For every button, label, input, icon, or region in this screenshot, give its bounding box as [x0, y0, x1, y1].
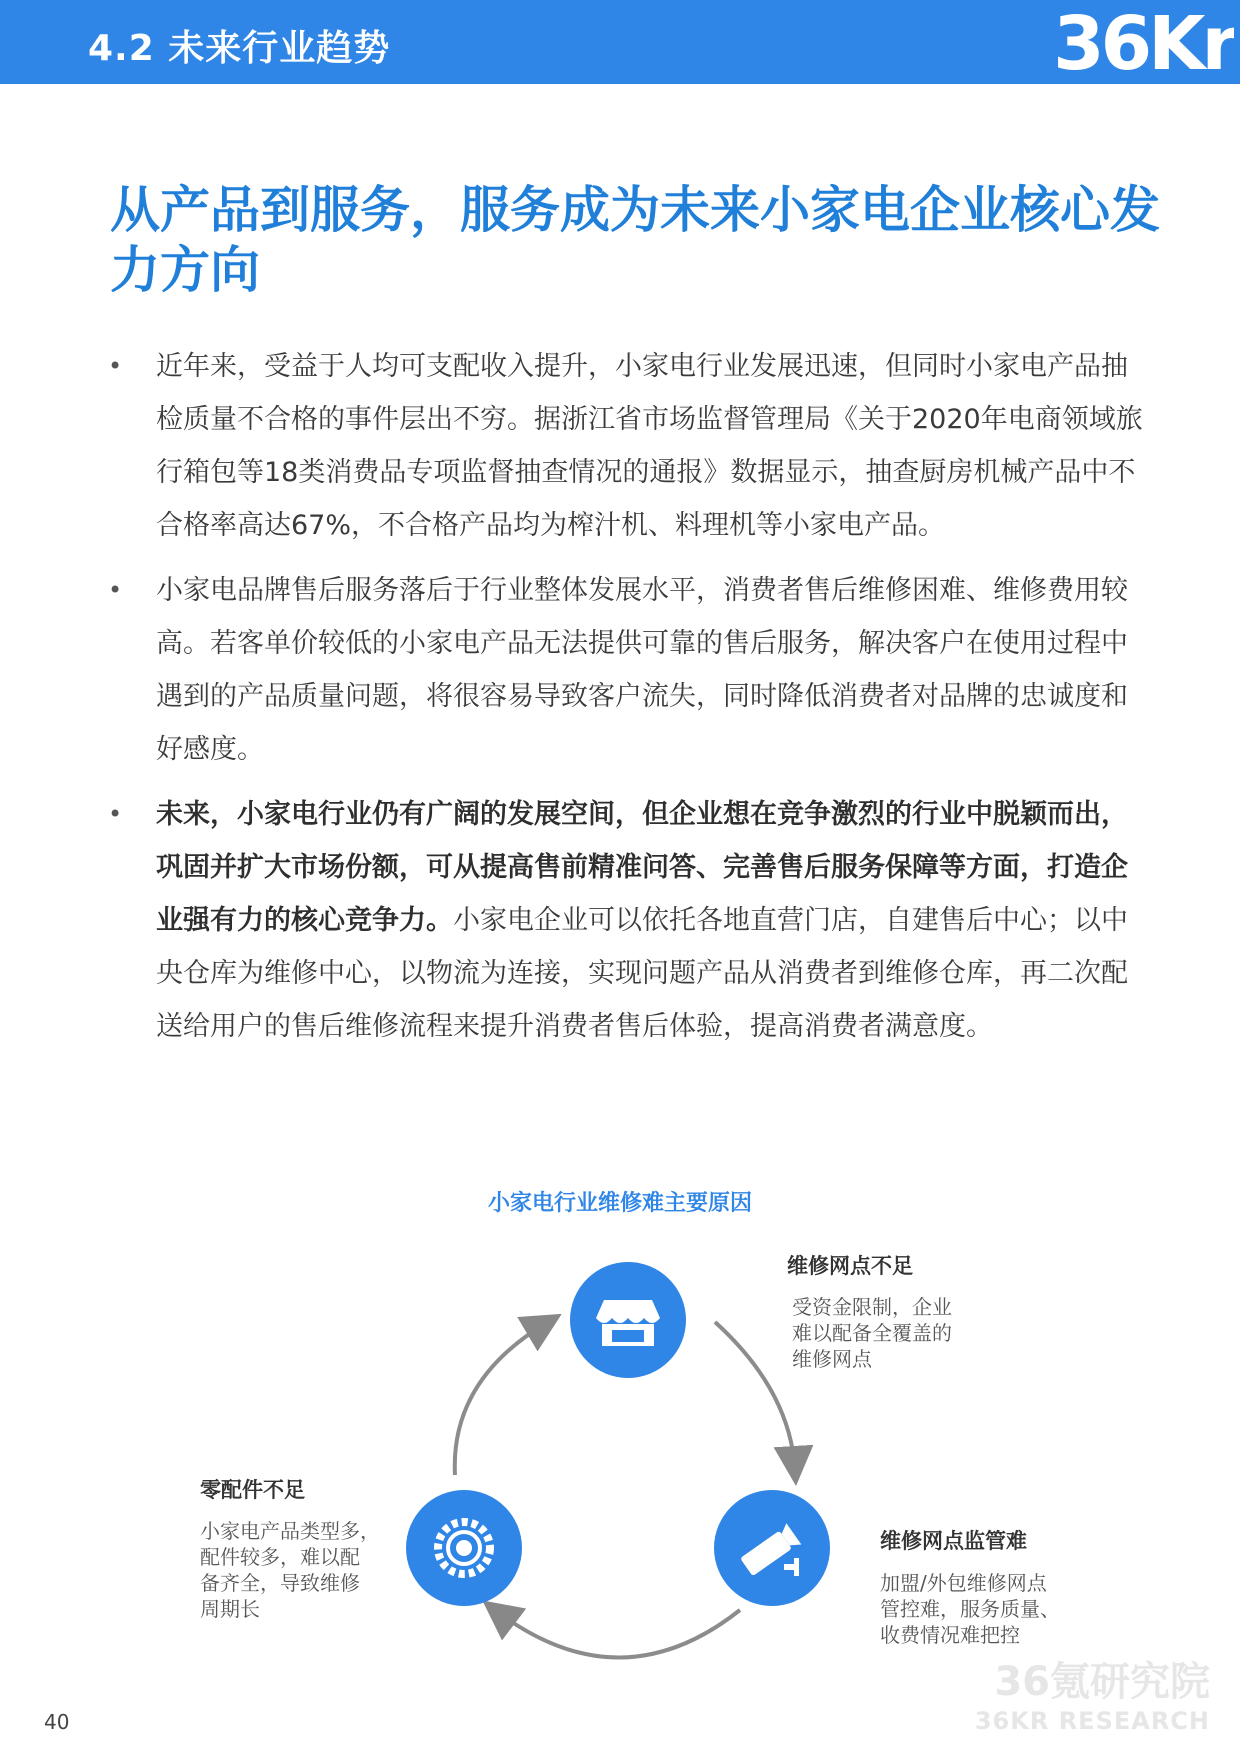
bullet-bold-text: 未来，小家电行业仍有广阔的发展空间，但企业想在竞争激烈的行业中脱颖而出，巩固并扩大市场份额，可从提高售前精准问答、完善售后服务保障等方面，打造企业强有力的核心竞争力。: [156, 799, 1128, 936]
desc-line: 收费情况难把控: [880, 1623, 1020, 1647]
desc-line: 加盟/外包维修网点: [880, 1571, 1047, 1595]
page-title: 从产品到服务，服务成为未来小家电企业核心发力方向: [110, 181, 1160, 299]
desc-line: 受资金限制，企业: [792, 1295, 952, 1319]
section-title: 4.2 未来行业趋势: [88, 28, 391, 69]
gear-icon: [406, 1490, 522, 1606]
desc-line: 难以配备全覆盖的: [792, 1321, 952, 1345]
bullet-dot-icon: •: [108, 576, 123, 604]
node-description: [880, 1570, 1090, 1648]
bullet-text: 小家电企业可以依托各地直营门店，自建售后中心；以中央仓库为维修中心，以物流为连接，实现问题产品从消费者到维修仓库，再二次配送给用户的售后维修流程来提升消费者售后体验，提高消费者满意度。: [156, 905, 1128, 1042]
watermark-line1: 36氪研究院: [994, 1659, 1210, 1705]
desc-line: 小家电产品类型多，: [200, 1519, 380, 1543]
desc-line: 维修网点: [792, 1347, 872, 1371]
node-description: [792, 1294, 992, 1372]
bullet-dot-icon: •: [108, 800, 123, 828]
arrow-bottom: [495, 1610, 740, 1658]
watermark: [975, 1650, 1210, 1735]
node-circle-gear: [406, 1490, 522, 1606]
node-circle-store: [570, 1262, 686, 1378]
node-heading: 零配件不足: [200, 1478, 305, 1502]
desc-line: 管控难，服务质量、: [880, 1597, 1060, 1621]
watermark-line2: 36KR RESEARCH: [974, 1707, 1210, 1735]
diagram-title: 小家电行业维修难主要原因: [487, 1191, 752, 1216]
desc-line: 周期长: [200, 1597, 260, 1621]
arrow-right: [715, 1322, 795, 1470]
arrow-left: [455, 1322, 548, 1475]
desc-line: 配件较多，难以配: [200, 1545, 360, 1569]
camera-icon: [714, 1490, 830, 1606]
page-number: 40: [44, 1710, 70, 1734]
bullet-dot-icon: •: [108, 352, 123, 380]
bullet-text: 小家电品牌售后服务落后于行业整体发展水平，消费者售后维修困难、维修费用较高。若客单价较低的小家电产品无法提供可靠的售后服务，解决客户在使用过程中遇到的产品质量问题，将很容易导致客户流失，同时降低消费者对品牌的忠诚度和好感度。: [156, 575, 1128, 765]
brand-logo: 36Kr: [1053, 1, 1234, 86]
bullet-text: 近年来，受益于人均可支配收入提升，小家电行业发展迅速，但同时小家电产品抽检质量不合格的事件层出不穷。据浙江省市场监督管理局《关于2020年电商领域旅行箱包等18类消费品专项监督抽查情况的通报》数据显示，抽查厨房机械产品中不合格率高达67%，不合格产品均为榨汁机、料理机等小家电产品。: [156, 351, 1143, 541]
node-heading: 维修网点监管难: [880, 1529, 1027, 1553]
store-icon: [570, 1262, 686, 1378]
node-description: [200, 1518, 400, 1622]
node-circle-camera: [714, 1490, 830, 1606]
desc-line: 备齐全，导致维修: [200, 1571, 360, 1595]
node-heading: 维修网点不足: [787, 1254, 913, 1278]
